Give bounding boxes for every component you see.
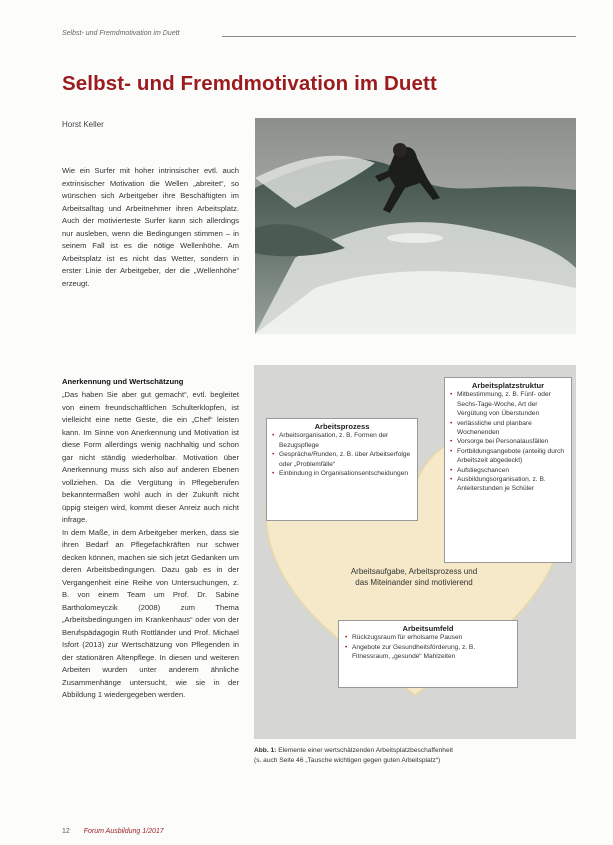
header-rule [222,36,576,37]
section-paragraph: In dem Maße, in dem Arbeitgeber merken, dass sie ihren Bedarf an Pflegefachkräften nur schwer decken können, machen sie sich jetzt Gedanken um deren Arbeitsbedingungen. Dazu gab es in der Vergangenheit eine Reihe von Untersuchungen, z. B. von einem Team um Prof. Dr. Sabine Bartholomeyczik (2008) zum Thema „Arbeitsbedingungen im Krankenhaus“ oder von der Berufspädagogin Ruth Rottländer und Prof. Michael Isfort (2013) zur Wertschätzung von Pflegenden in der stationären Altenpflege. In diesen und weiteren Arbeiten wurden unter anderem ähnliche Zusammenhänge untersucht, wie sie in der Abbildung 1 wiedergegeben werden. [62,527,239,699]
article-title: Selbst- und Fremdmotivation im Duett [62,72,437,95]
list-item: • Ausbildungsorganisation, z. B. Anleiterstunden je Schüler [457,475,567,494]
list-item: • verlässliche und planbare Wochenenden [457,419,567,438]
motivation-diagram [254,365,576,739]
list-item: • Fortbildungsangebote (anteilig durch Arbeitszeit abgedeckt) [457,447,567,466]
list-item: • Einbindung in Organisationsentscheidungen [279,469,413,478]
caption-label: Abb. 1: [254,747,277,754]
caption-text: Elemente einer wertschätzenden Arbeitsplatzbeschaffenheit [278,747,453,754]
arbeitsprozess-box [266,418,418,521]
arbeitsplatzstruktur-box [444,377,572,563]
running-head: Selbst- und Fremdmotivation im Duett [62,30,180,37]
intro-paragraph: Wie ein Surfer mit hoher intrinsischer evtl. auch extrinsischer Motivation die Wellen „abreitet“, so wünschen sich Arbeitgeber ihre Beschäftigten im Arbeitsalltag und Arbeitnehmer ihren Arbeitsplatz. Auch der motivierteste Surfer kann sich allerdings nur ausleben, wenn die Bedingungen stimmen – in seinem Fall ist es die nötige Wellenhöhe. Am Arbeitsplatz ist es nicht das Wetter, sondern in erster Linie der Arbeitgeber, der die „Wellenhöhe“ erzeugt. [62,166,239,288]
author: Horst Keller [62,120,104,129]
section-body [62,389,239,702]
arbeitsprozess-title: Arbeitsprozess [314,422,370,431]
center-statement: Arbeitsaufgabe, Arbeitsprozess und das Miteinander sind motivierend [350,567,478,587]
list-item: • Aufstiegschancen [457,466,567,475]
arbeitsumfeld-title: Arbeitsumfeld [402,624,454,633]
section-heading: Anerkennung und Wertschätzung [62,377,184,386]
section-paragraph: „Das haben Sie aber gut gemacht“, evtl. begleitet von einem freundschaftlichen Schulterklopfen, ist vielleicht eine nette Geste, die ein „Chef“ leisten kann. Im Sinne von Anerkennung und Motivation ist diese Form allerdings wenig nachhaltig und schon gar nicht ständig wiederholbar. Motivation über Anerkennung muss sich also auf anderen Ebenen vollziehen. Da die Vergütung in Pflegeberufen bekanntermaßen wohl auch in der Zukunft nicht üppig steigen wird, kommt dieser Anreiz auch nicht infrage. [62,390,239,524]
arbeitsplatzstruktur-title: Arbeitsplatzstruktur [471,381,545,390]
list-item: • Angebote zur Gesundheitsförderung, z. B. Fitnessraum, „gesunde“ Mahlzeiten [352,643,512,662]
page-number: 12 [62,828,70,835]
surfer-photo [255,118,576,334]
list-item: • Rückzugsraum für erholsame Pausen [352,633,512,642]
magazine-name: Forum Ausbildung 1/2017 [83,828,164,835]
list-item: • Gespräche/Runden, z. B. über Arbeitserfolge oder „Problemfälle“ [279,450,413,469]
list-item: • Mitbestimmung, z. B. Fünf- oder Sechs-Tage-Woche, Art der Vergütung von Überstunden [457,390,567,418]
list-item: • Arbeitsorganisation, z. B. Formen der Bezugspflege [279,431,413,450]
list-item: • Vorsorge bei Personalausfällen [457,437,567,446]
caption-sub: (s. auch Seite 46 „Tausche wichtigen gegen guten Arbeitsplatz“) [254,757,441,764]
figure-caption [254,746,576,766]
page-footer [62,828,164,835]
arbeitsumfeld-box [338,620,518,688]
